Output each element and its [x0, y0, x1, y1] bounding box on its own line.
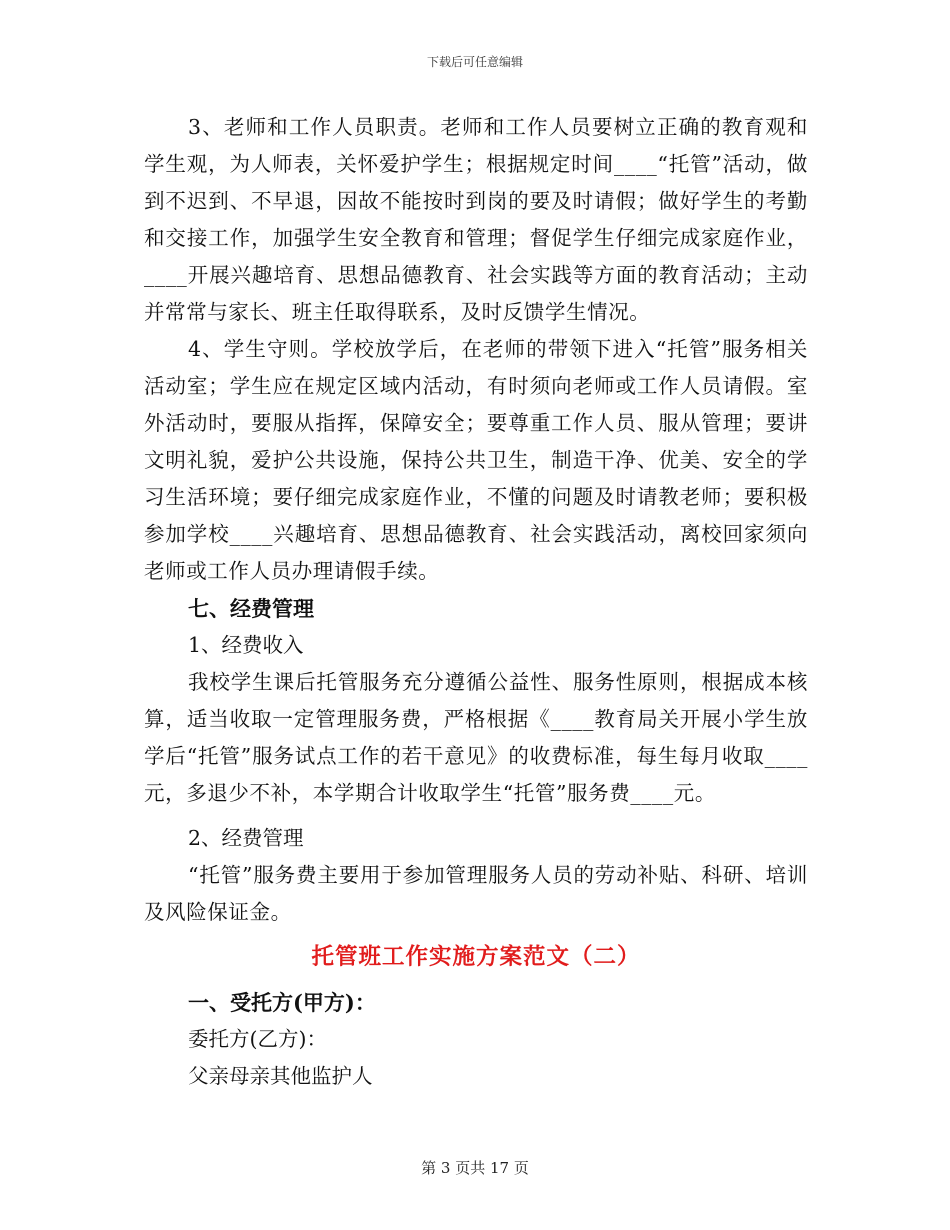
page-header: 下载后可任意编辑 [426, 55, 523, 69]
subheading-funding-income: 1、经费收入 [188, 633, 304, 657]
party-a-heading: 一、受托方(甲方)： [188, 990, 376, 1015]
page-number-footer: 第 3 页共 17 页 [421, 1159, 529, 1177]
guardians-line: 父亲母亲其他监护人 [188, 1064, 373, 1088]
paragraph-teacher-duties: 3、老师和工作人员职责。老师和工作人员要树立正确的教育观和学生观，为人师表，关怀爱护学生；根据规定时间____“托管”活动，做到不迟到、不早退，因故不能按时到岗的要及时请假；做好学生的考勤和交接工作，加强学生安全教育和管理；督促学生仔细完成家庭作业，____开展兴趣培育、思想品德教育、社会实践等方面的教育活动；主动并常常与家长、班主任取得联系，及时反馈学生情况。 [144, 115, 808, 324]
subheading-funding-management: 2、经费管理 [188, 826, 304, 850]
paragraph-funding-usage: “托管”服务费主要用于参加管理服务人员的劳动补贴、科研、培训及风险保证金。 [144, 863, 808, 924]
paragraph-student-rules: 4、学生守则。学校放学后，在老师的带领下进入“托管”服务相关活动室；学生应在规定区域内活动，有时须向老师或工作人员请假。室外活动时，要服从指挥，保障安全；要尊重工作人员、服从管理；要讲文明礼貌，爱护公共设施，保持公共卫生，制造干净、优美、安全的学习生活环境；要仔细完成家庭作业，不懂的问题及时请教老师；要积极参加学校____兴趣培育、思想品德教育、社会实践活动，离校回家须向老师或工作人员办理请假手续。 [144, 337, 808, 583]
paragraph-funding-income: 我校学生课后托管服务充分遵循公益性、服务性原则，根据成本核算，适当收取一定管理服务费，严格根据《____教育局关开展小学生放学后“托管”服务试点工作的若干意见》的收费标准，每生每月收取____元，多退少不补，本学期合计收取学生“托管”服务费____元。 [144, 670, 808, 805]
document-body [144, 109, 808, 1095]
section-heading-funding: 七、经费管理 [188, 596, 314, 621]
party-b-line: 委托方(乙方)： [188, 1027, 327, 1051]
document-title-part-two: 托管班工作实施方案范文（二） [311, 944, 641, 970]
